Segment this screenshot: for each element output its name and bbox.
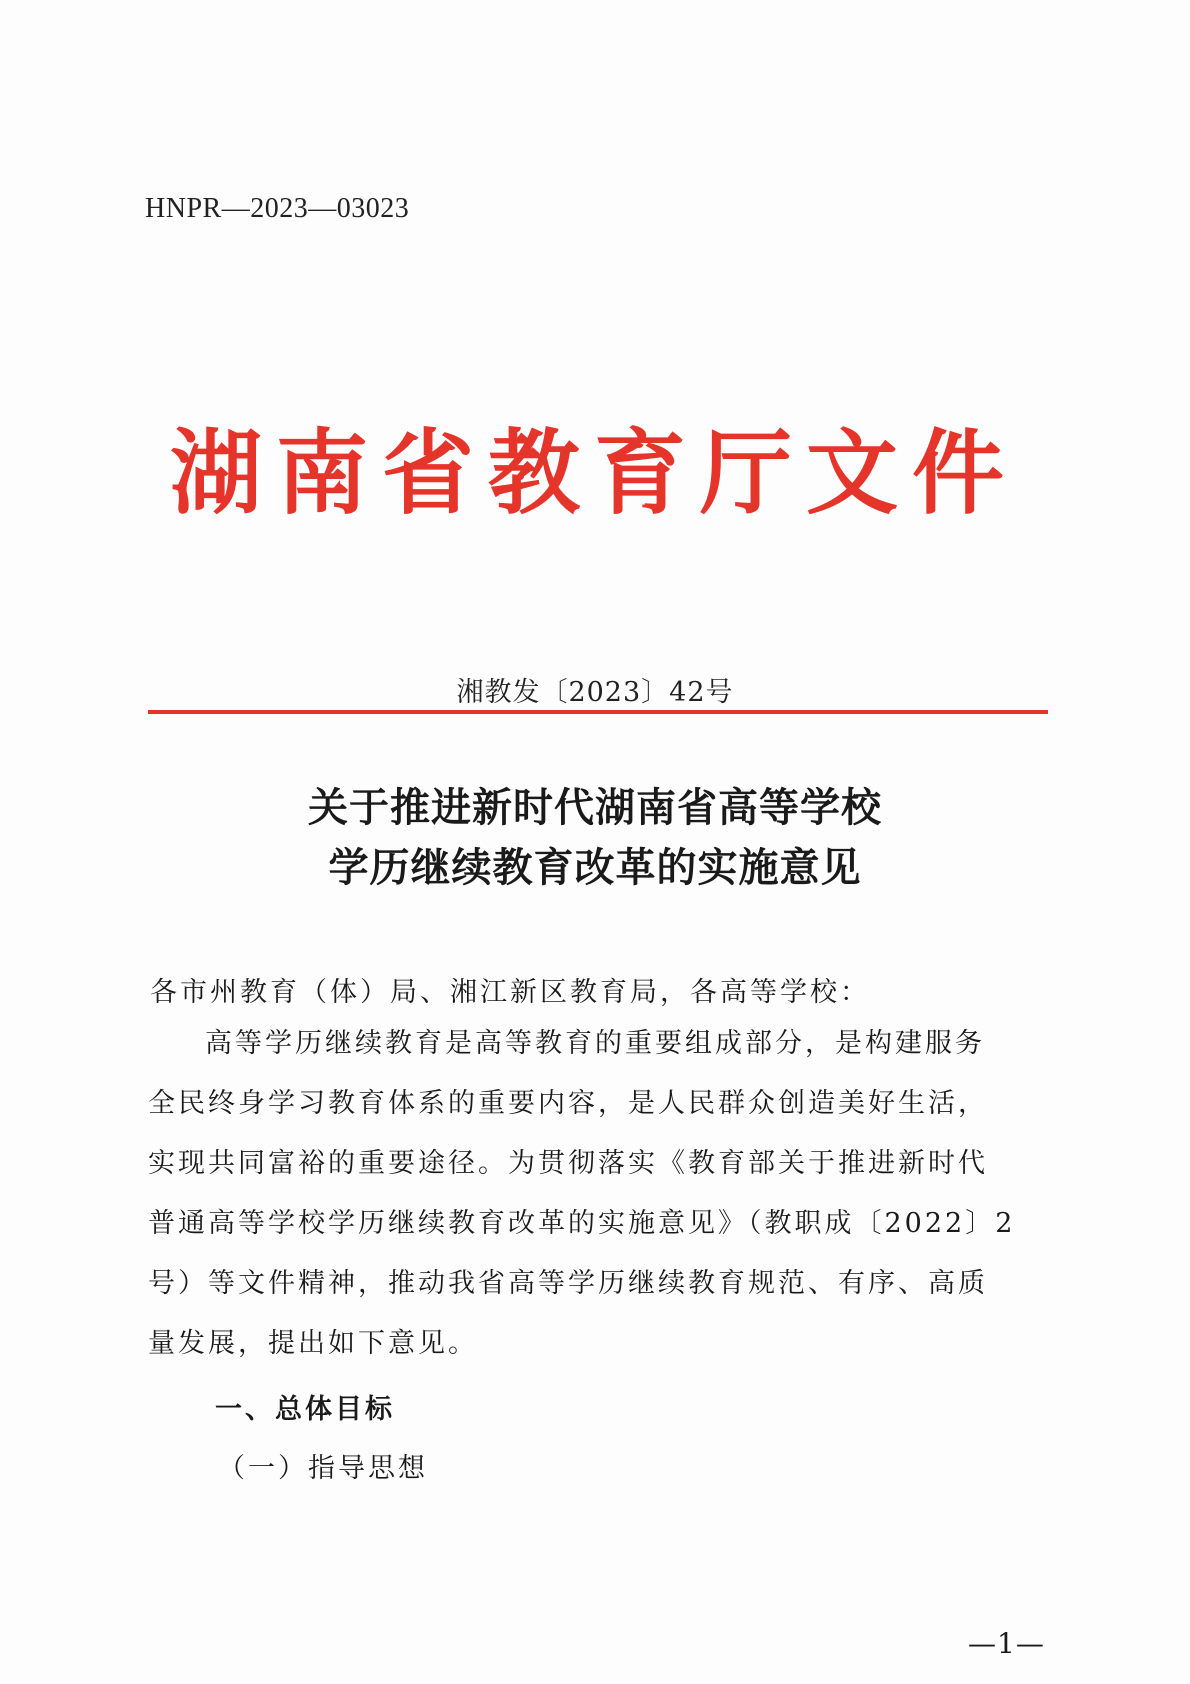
title-line-1: 关于推进新时代湖南省高等学校 [308,785,882,831]
paragraph-line-1: 高等学历继续教育是高等教育的重要组成部分，是构建服务 [205,1028,985,1059]
document-code: HNPR—2023—03023 [145,193,410,224]
paragraph-line-2: 全民终身学习教育体系的重要内容，是人民群众创造美好生活， [148,1088,988,1119]
subsection-heading-1: （一）指导思想 [218,1453,428,1484]
paragraph-line-6: 量发展，提出如下意见。 [148,1328,478,1359]
issuer-header: 湖南省教育厅文件 [170,420,1019,527]
document-number: 湘教发〔2023〕42号 [456,677,734,708]
salutation: 各市州教育（体）局、湘江新区教育局，各高等学校： [150,977,870,1008]
page-number: —1— [968,1627,1045,1660]
section-heading-1: 一、总体目标 [215,1394,395,1425]
paragraph-line-4: 普通高等学校学历继续教育改革的实施意见》（教职成〔2022〕2 [148,1208,1016,1239]
paragraph-line-3: 实现共同富裕的重要途径。为贯彻落实《教育部关于推进新时代 [148,1148,988,1179]
document-title [0,778,1190,898]
title-line-2: 学历继续教育改革的实施意见 [328,845,862,891]
paragraph-line-5: 号）等文件精神，推动我省高等学历继续教育规范、有序、高质 [148,1268,988,1299]
red-divider-rule [148,710,1048,714]
